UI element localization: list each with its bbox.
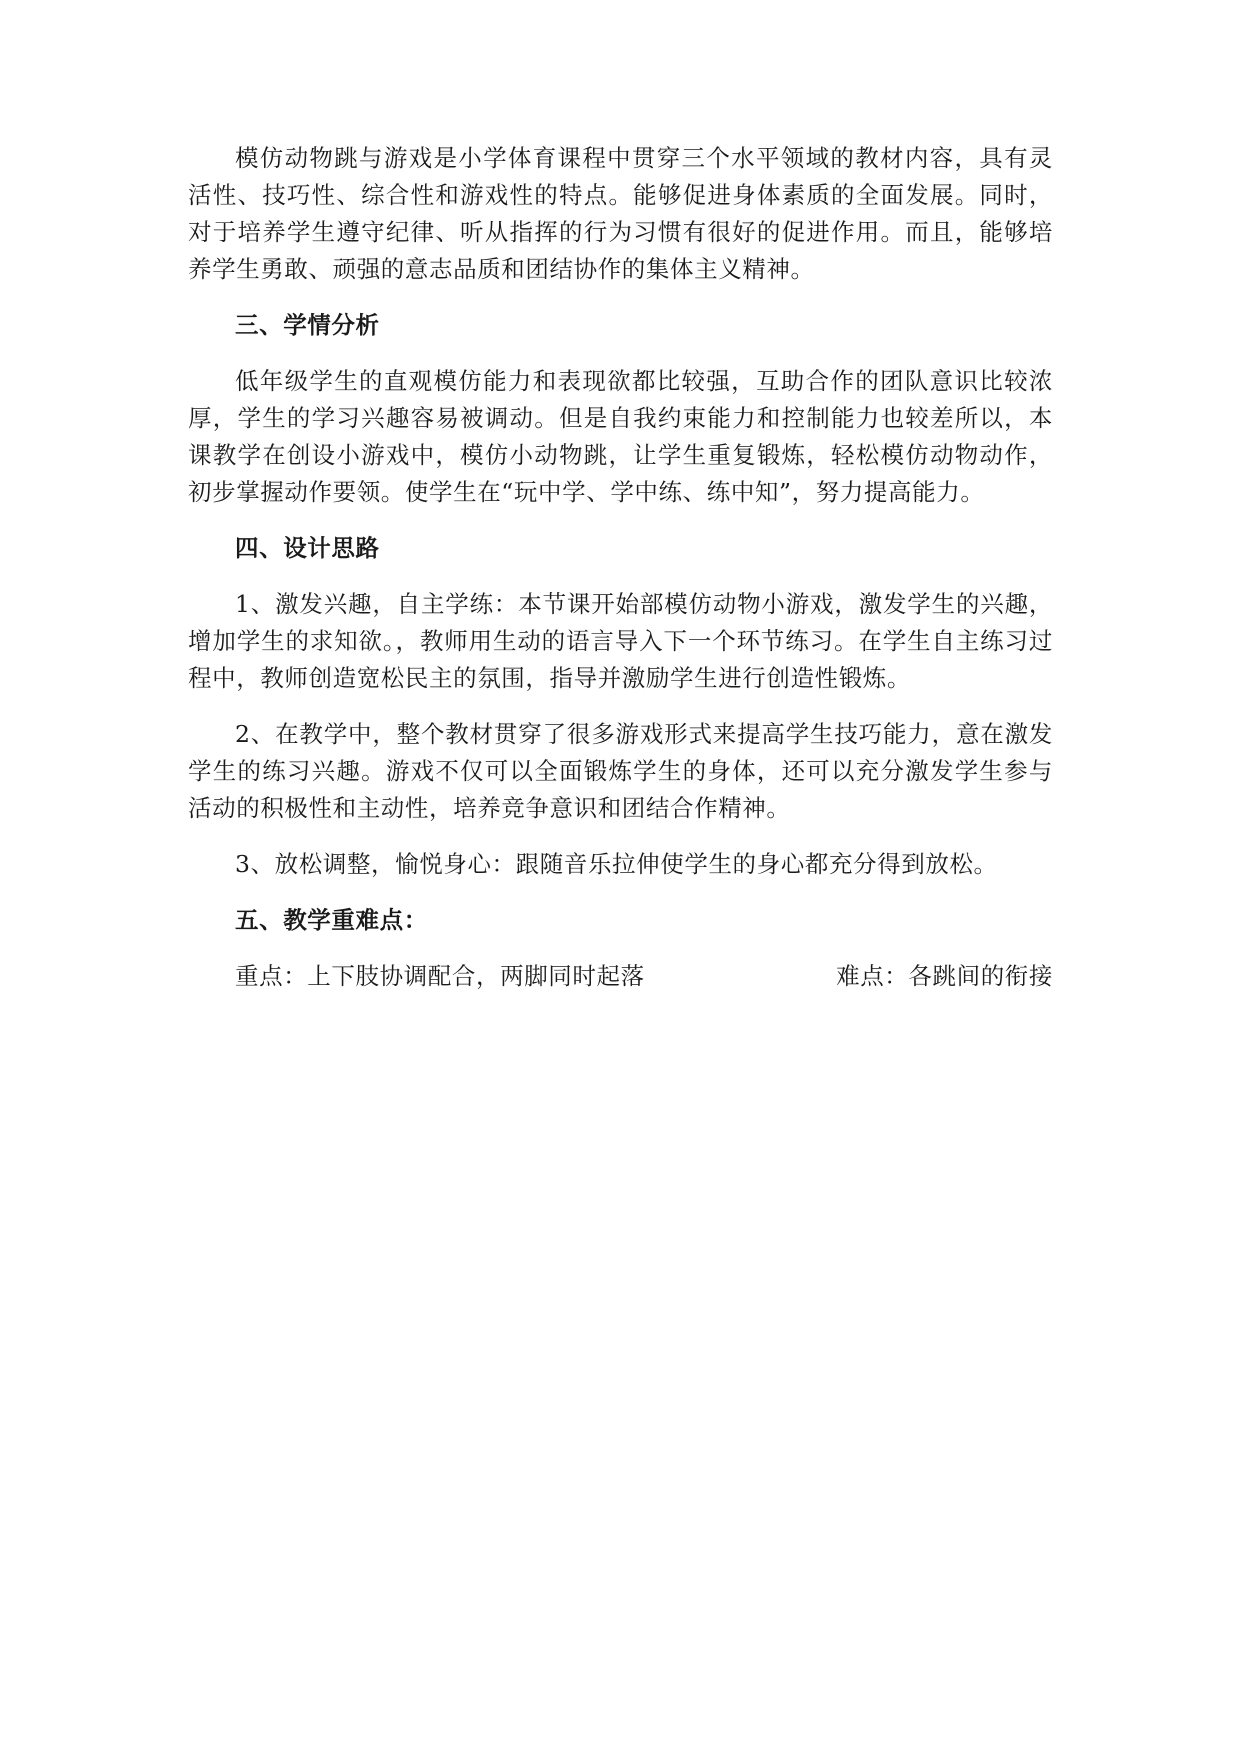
difficult-point: 难点：各跳间的衔接 xyxy=(836,962,1053,990)
section-heading-learning-analysis: 三、学情分析 xyxy=(235,311,380,339)
key-difficult-points-row xyxy=(188,958,1053,995)
learning-analysis-paragraph: 低年级学生的直观模仿能力和表现欲都比较强，互助合作的团队意识比较浓厚，学生的学习兴趣容易被调动。但是自我约束能力和控制能力也较差所以，本课教学在创设小游戏中，模仿小动物跳，让学生重复锻炼，轻松模仿动物动作，初步掌握动作要领。使学生在“玩中学、学中练、练中知”，努力提高能力。 xyxy=(188,367,1053,506)
design-item-1: 1、激发兴趣，自主学练：本节课开始部模仿动物小游戏，激发学生的兴趣，增加学生的求知欲。，教师用生动的语言导入下一个环节练习。在学生自主练习过程中，教师创造宽松民主的氛围，指导并激励学生进行创造性锻炼。 xyxy=(188,590,1053,692)
design-item-3: 3、放松调整，愉悦身心：跟随音乐拉伸使学生的身心都充分得到放松。 xyxy=(235,850,998,878)
intro-paragraph: 模仿动物跳与游戏是小学体育课程中贯穿三个水平领域的教材内容，具有灵活性、技巧性、综合性和游戏性的特点。能够促进身体素质的全面发展。同时，对于培养学生遵守纪律、听从指挥的行为习惯有很好的促进作用。而且，能够培养学生勇敢、顽强的意志品质和团结协作的集体主义精神。 xyxy=(188,144,1053,283)
section-heading-key-difficult-points: 五、教学重难点： xyxy=(235,906,428,934)
design-item-2: 2、在教学中，整个教材贯穿了很多游戏形式来提高学生技巧能力，意在激发学生的练习兴趣。游戏不仅可以全面锻炼学生的身体，还可以充分激发学生参与活动的积极性和主动性，培养竞争意识和团结合作精神。 xyxy=(188,720,1053,822)
key-point: 重点：上下肢协调配合，两脚同时起落 xyxy=(235,962,645,990)
document-page xyxy=(188,140,1053,995)
section-heading-design-ideas: 四、设计思路 xyxy=(235,534,380,562)
